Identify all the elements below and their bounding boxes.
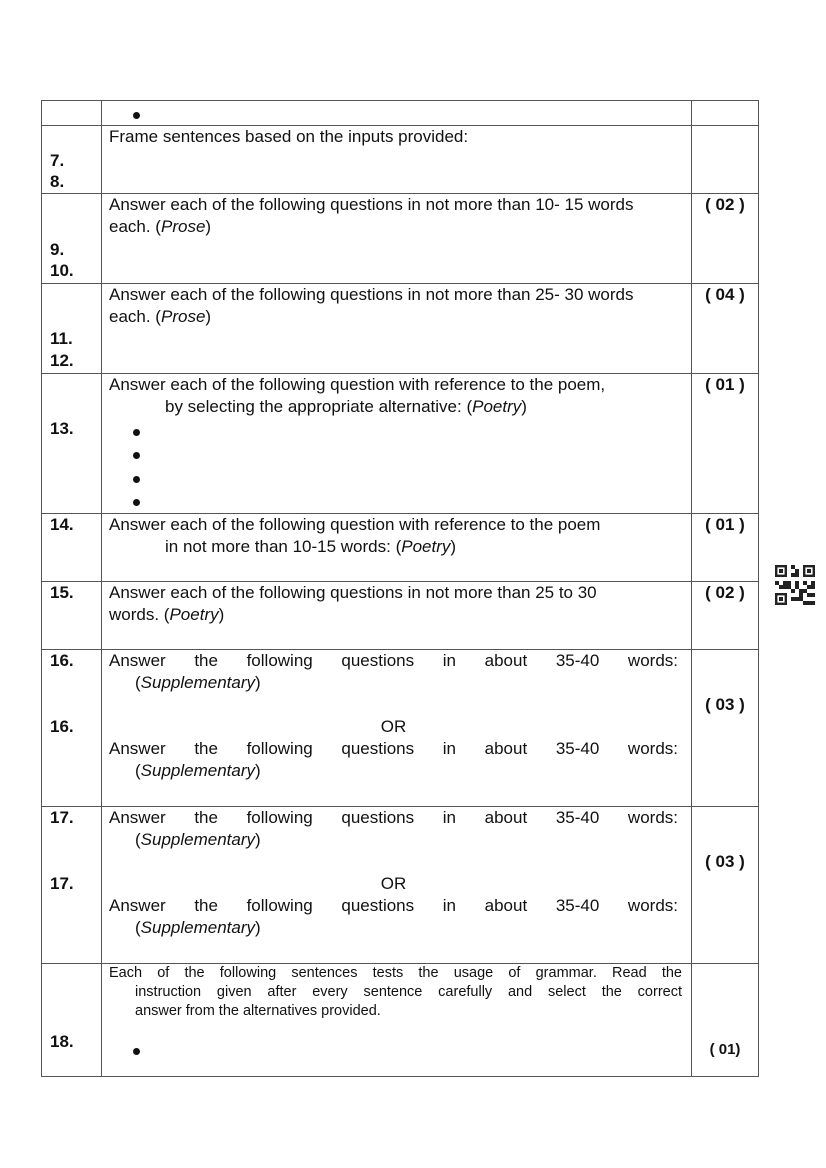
- question-number: 18.: [50, 1032, 74, 1051]
- bullet-icon: [133, 429, 140, 436]
- question-number: 10.: [50, 261, 74, 280]
- table-row: [42, 374, 758, 514]
- bullet-icon: [133, 1048, 140, 1055]
- question-number: 16.: [50, 717, 74, 736]
- question-text: Answer the following questions in about 35-40 words: (Supplementary) OR Answer the following questions in about 35-40 words: (Supplementary): [109, 808, 678, 937]
- marks-label: ( 02 ): [705, 583, 745, 602]
- table-row: [42, 582, 758, 650]
- question-text: Answer the following questions in about 35-40 words: (Supplementary) OR Answer the following questions in about 35-40 words: (Supplementary): [109, 651, 678, 780]
- question-text: Answer each of the following questions in not more than 25 to 30 words. (Poetry): [109, 583, 597, 624]
- marks-label: ( 02 ): [705, 195, 745, 214]
- question-text: Answer each of the following question with reference to the poem in not more than 10-15 words: (Poetry): [109, 515, 601, 556]
- question-text: Answer each of the following questions in not more than 25- 30 words each. (Prose): [109, 285, 634, 326]
- table-row: [42, 126, 758, 194]
- marks-label: ( 03 ): [705, 695, 745, 714]
- question-number: 11.: [50, 329, 73, 348]
- marks-label: ( 01 ): [705, 375, 745, 394]
- table-row: [42, 101, 758, 126]
- bullet-icon: [133, 452, 140, 459]
- question-number: 17.: [50, 874, 74, 893]
- question-number: 15.: [50, 583, 74, 602]
- qr-code-icon: [775, 565, 815, 605]
- question-number: 12.: [50, 351, 74, 370]
- question-number: 14.: [50, 515, 74, 534]
- question-table: [41, 100, 759, 1077]
- bullet-icon: [133, 476, 140, 483]
- marks-label: ( 01 ): [705, 515, 745, 534]
- question-text: Answer each of the following question with reference to the poem, by selecting the appropriate alternative: (Poetry): [109, 375, 606, 416]
- marks-label: ( 01): [709, 1041, 741, 1058]
- marks-label: ( 04 ): [705, 285, 745, 304]
- table-row: [42, 514, 758, 582]
- question-number: 8.: [50, 172, 65, 191]
- table-row: [42, 964, 758, 1076]
- bullet-icon: [133, 499, 140, 506]
- question-number: 16.: [50, 651, 74, 670]
- or-separator: OR: [380, 717, 407, 736]
- marks-label: ( 03 ): [705, 852, 745, 871]
- bullet-icon: [133, 112, 140, 119]
- table-row: [42, 650, 758, 807]
- question-number: 13.: [50, 419, 74, 438]
- question-text: Frame sentences based on the inputs provided:: [109, 127, 469, 146]
- question-text: Answer each of the following questions in not more than 10- 15 words each. (Prose): [109, 195, 634, 236]
- or-separator: OR: [380, 874, 407, 893]
- table-row: [42, 194, 758, 284]
- question-text: Each of the following sentences tests the usage of grammar. Read the instruction given after every sentence carefully and select the correct answer from the alternatives provided.: [109, 965, 682, 1019]
- question-number: 9.: [50, 240, 65, 259]
- table-row: [42, 284, 758, 374]
- question-number: 7.: [50, 151, 65, 170]
- question-number: 17.: [50, 808, 74, 827]
- table-row: [42, 807, 758, 964]
